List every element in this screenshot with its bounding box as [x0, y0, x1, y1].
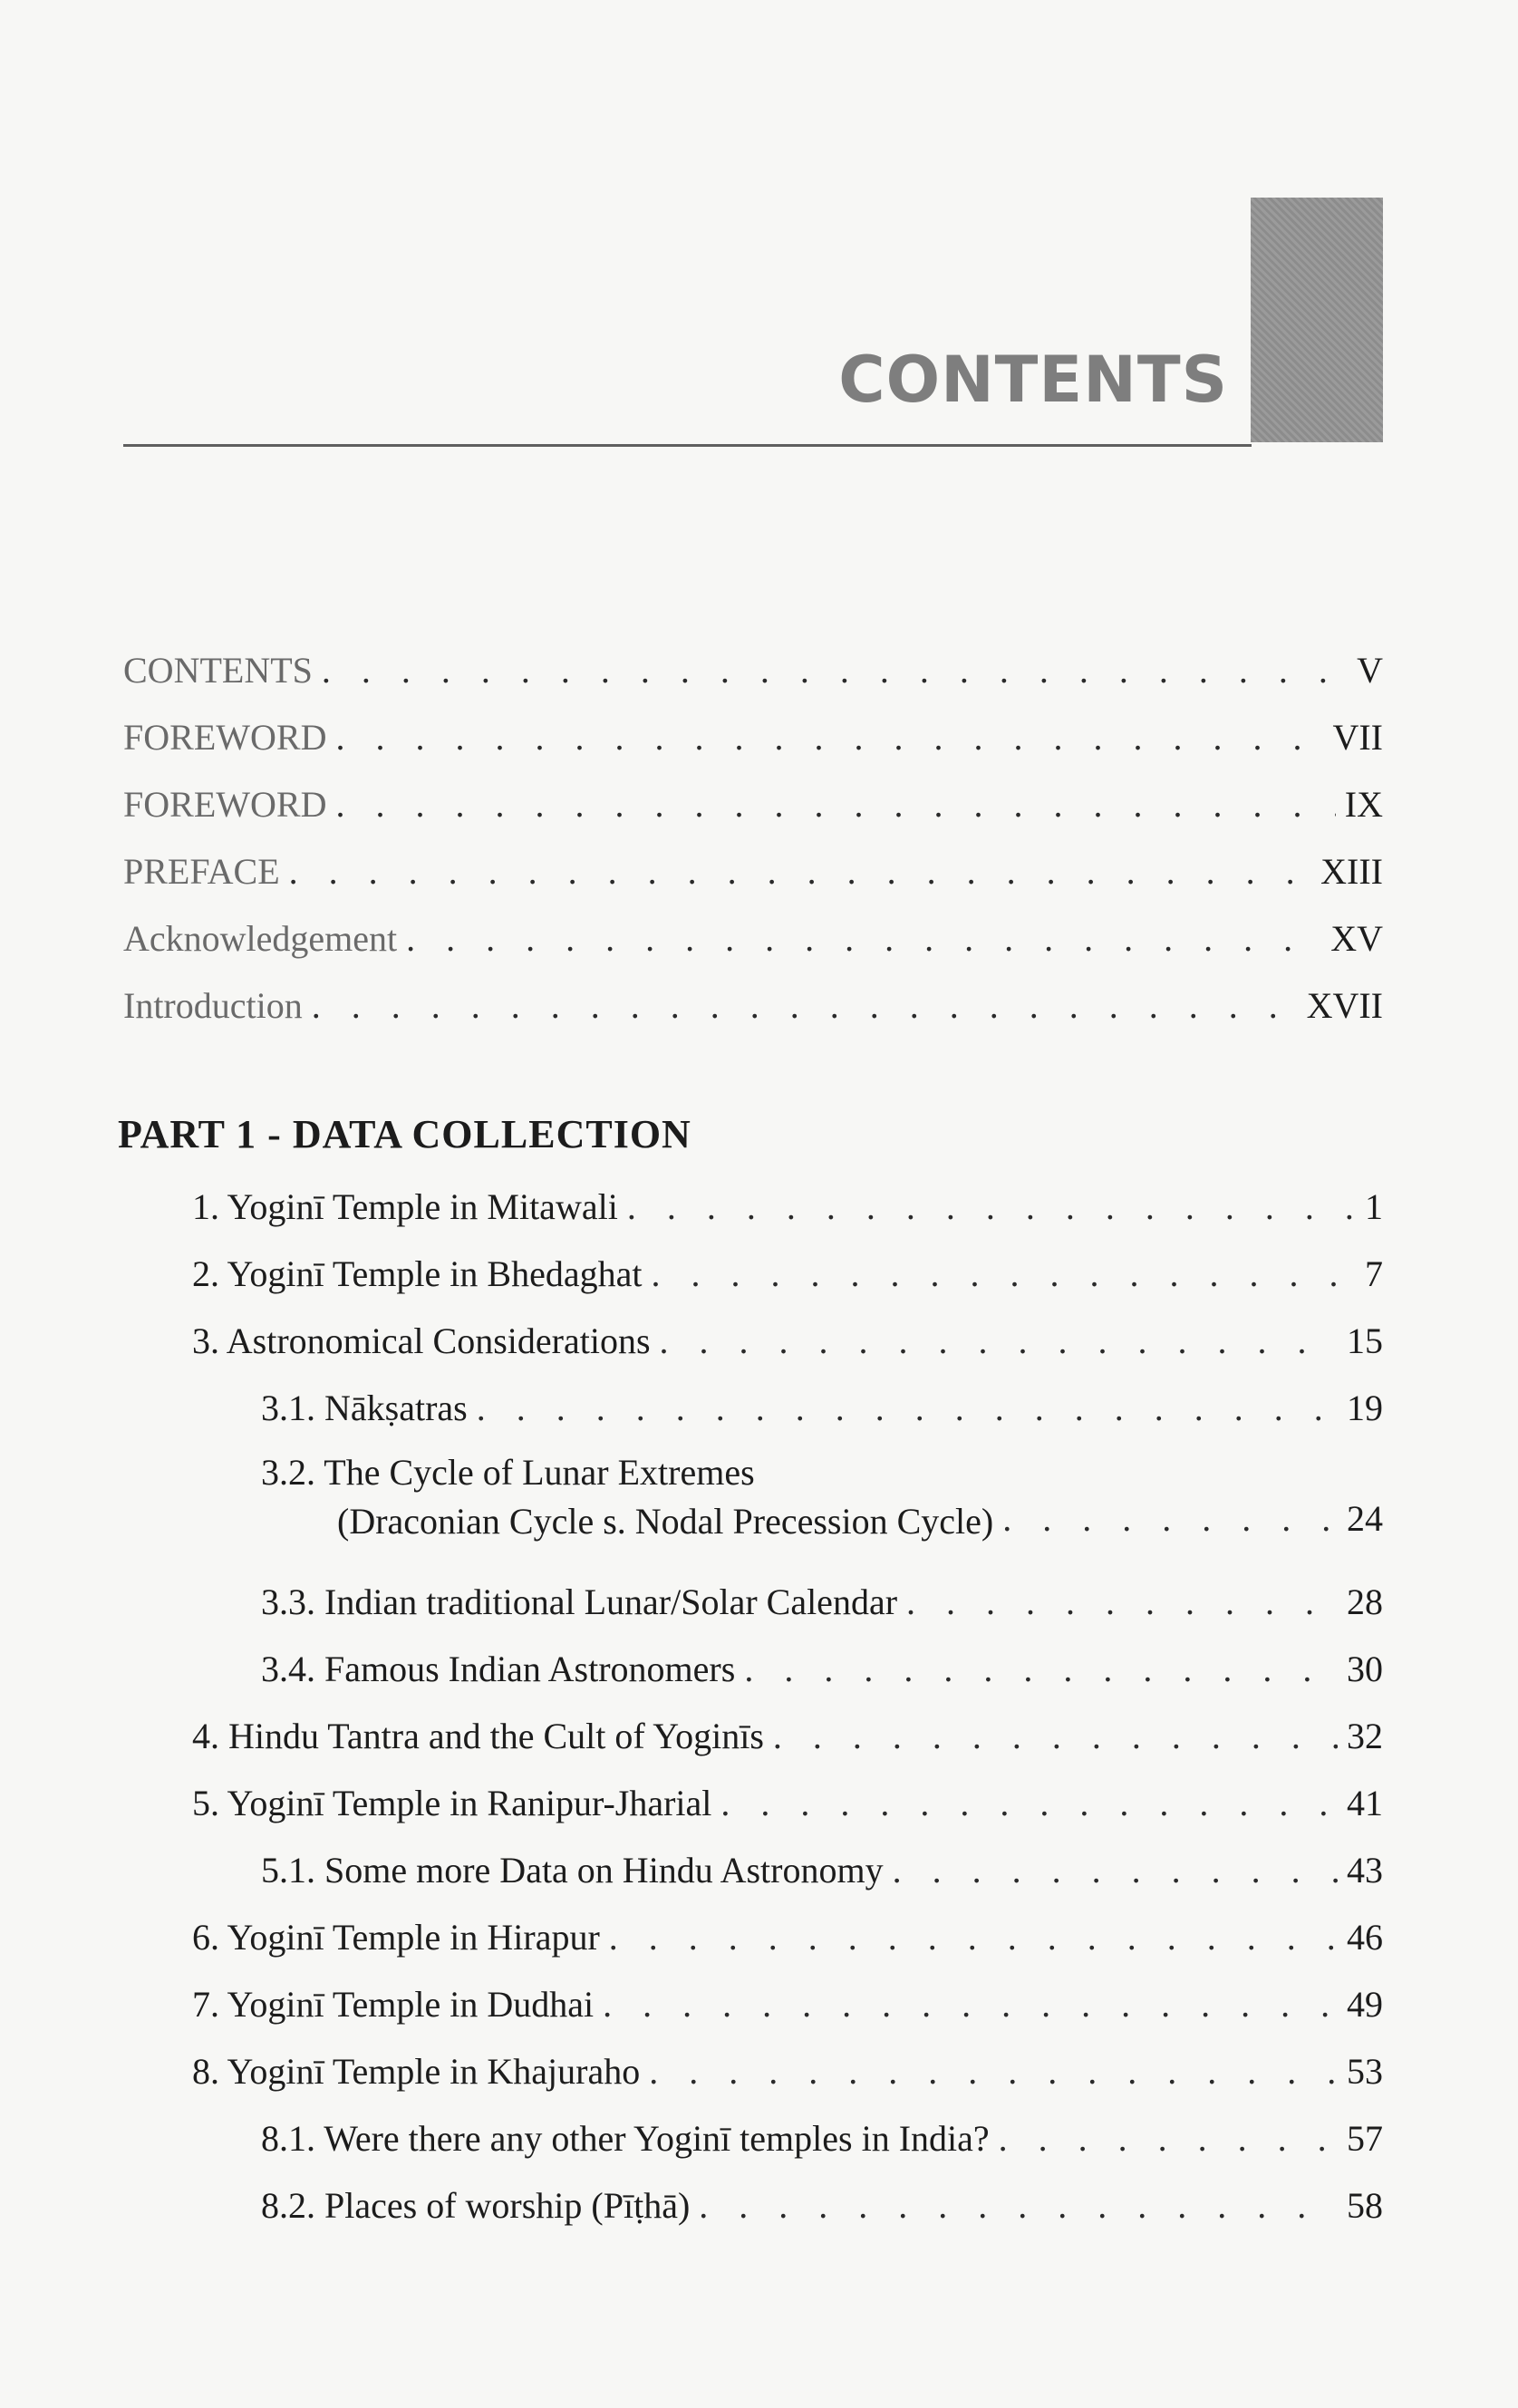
dot-leader: [999, 2112, 1338, 2166]
toc-entry-label: 6. Yoginī Temple in Hirapur: [192, 1917, 600, 1958]
toc-entry-label: Introduction: [123, 985, 303, 1026]
dot-leader: [744, 1642, 1338, 1697]
toc-entry-chapter-4[interactable]: [0, 1709, 1518, 1764]
dot-leader: [322, 643, 1348, 698]
toc-entry-section-3-2[interactable]: [0, 1446, 1518, 1546]
toc-entry-label: 3.3. Indian traditional Lunar/Solar Calendar: [261, 1581, 898, 1622]
toc-entry-page: XIII: [1320, 851, 1383, 892]
toc-entry-label: 5.1. Some more Data on Hindu Astronomy: [261, 1850, 884, 1891]
toc-entry-acknowledgement[interactable]: [0, 912, 1518, 966]
dot-leader: [335, 778, 1335, 832]
toc-entry-section-3-1[interactable]: [0, 1381, 1518, 1436]
toc-entry-page: 58: [1347, 2185, 1383, 2226]
toc-entry-page: 15: [1347, 1320, 1383, 1361]
dot-leader: [699, 2179, 1338, 2233]
toc-entry-label: 2. Yoginī Temple in Bhedaghat: [192, 1253, 643, 1294]
toc-entry-preface[interactable]: [0, 845, 1518, 899]
toc-entry-foreword-1[interactable]: [0, 711, 1518, 765]
toc-entry-page: VII: [1332, 717, 1383, 758]
dot-leader: [906, 1575, 1338, 1630]
toc-entry-chapter-6[interactable]: [0, 1910, 1518, 1965]
dot-leader: [660, 1314, 1338, 1368]
toc-entry-label-line-2: (Draconian Cycle s. Nodal Precession Cycle): [337, 1501, 994, 1542]
dot-leader: [289, 845, 1312, 899]
dot-leader: [609, 1910, 1338, 1965]
toc-entry-chapter-1[interactable]: [0, 1180, 1518, 1234]
dot-leader: [312, 979, 1298, 1033]
toc-entry-label: 8.1. Were there any other Yoginī temples in India?: [261, 2118, 990, 2159]
toc-entry-label: CONTENTS: [123, 650, 313, 691]
toc-entry-chapter-2[interactable]: [0, 1247, 1518, 1301]
dot-leader: [649, 2045, 1338, 2099]
toc-entry-label: FOREWORD: [123, 784, 327, 825]
dot-leader: [335, 711, 1323, 765]
toc-entry-introduction[interactable]: [0, 979, 1518, 1033]
toc-entry-page: V: [1357, 650, 1383, 691]
toc-entry-chapter-8[interactable]: [0, 2045, 1518, 2099]
toc-entry-label: Acknowledgement: [123, 918, 398, 959]
toc-entry-label: 7. Yoginī Temple in Dudhai: [192, 1984, 595, 2025]
toc-entry-section-3-3[interactable]: [0, 1575, 1518, 1630]
dot-leader: [406, 912, 1321, 966]
toc-entry-label: 3. Astronomical Considerations: [192, 1320, 651, 1361]
dot-leader: [773, 1709, 1338, 1764]
page-title: CONTENTS: [838, 343, 1228, 417]
part-heading: PART 1 - DATA COLLECTION: [118, 1112, 691, 1156]
contents-header: [0, 0, 1518, 453]
toc-entry-foreword-2[interactable]: [0, 778, 1518, 832]
heading-rule: [123, 444, 1252, 447]
toc-entry-page: 7: [1365, 1253, 1383, 1294]
toc-entry-page: XV: [1330, 918, 1383, 959]
toc-entry-page: 30: [1347, 1649, 1383, 1689]
dot-leader: [627, 1180, 1356, 1234]
toc-entry-section-8-2[interactable]: [0, 2179, 1518, 2233]
dot-leader: [720, 1776, 1338, 1831]
toc-entry-page: 1: [1365, 1186, 1383, 1227]
toc-entry-label: 3.4. Famous Indian Astronomers: [261, 1649, 736, 1689]
toc-entry-section-5-1[interactable]: [0, 1843, 1518, 1898]
toc-entry-label: FOREWORD: [123, 717, 327, 758]
toc-entry-label: 4. Hindu Tantra and the Cult of Yoginīs: [192, 1716, 764, 1756]
toc-entry-page: 41: [1347, 1783, 1383, 1823]
toc-entry-page: 49: [1347, 1984, 1383, 2025]
toc-entry-page: 57: [1347, 2118, 1383, 2159]
toc-entry-label-line-1: 3.2. The Cycle of Lunar Extremes: [261, 1452, 755, 1493]
toc-entry-page: 32: [1347, 1716, 1383, 1756]
toc-entry-page: IX: [1344, 784, 1383, 825]
toc-entry-chapter-3[interactable]: [0, 1314, 1518, 1368]
toc-entry-label: 1. Yoginī Temple in Mitawali: [192, 1186, 618, 1227]
toc-entry-chapter-7[interactable]: [0, 1978, 1518, 2032]
toc-entry-label: 3.1. Nākṣatras: [261, 1388, 468, 1428]
dot-leader: [1002, 1492, 1338, 1546]
toc-entry-chapter-5[interactable]: [0, 1776, 1518, 1831]
chapter-tab-block: [1251, 198, 1383, 442]
toc-entry-page: 24: [1347, 1498, 1383, 1539]
toc-entry-label: 5. Yoginī Temple in Ranipur-Jharial: [192, 1783, 712, 1823]
toc-entry-section-8-1[interactable]: [0, 2112, 1518, 2166]
toc-entry-label: 8.2. Places of worship (Pīṭhā): [261, 2185, 691, 2226]
toc-entry-page: 46: [1347, 1917, 1383, 1958]
dot-leader: [477, 1381, 1338, 1436]
toc-entry-label: [261, 1448, 993, 1546]
toc-entry-page: XVII: [1306, 985, 1383, 1026]
dot-leader: [893, 1843, 1338, 1898]
dot-leader: [651, 1247, 1356, 1301]
toc-entry-page: 19: [1347, 1388, 1383, 1428]
toc-entry-page: 53: [1347, 2051, 1383, 2092]
toc-entry-contents[interactable]: [0, 643, 1518, 698]
toc-entry-label: 8. Yoginī Temple in Khajuraho: [192, 2051, 641, 2092]
toc-entry-label: PREFACE: [123, 851, 280, 892]
toc-entry-page: 28: [1347, 1581, 1383, 1622]
dot-leader: [603, 1978, 1338, 2032]
toc-entry-page: 43: [1347, 1850, 1383, 1891]
toc-entry-section-3-4[interactable]: [0, 1642, 1518, 1697]
